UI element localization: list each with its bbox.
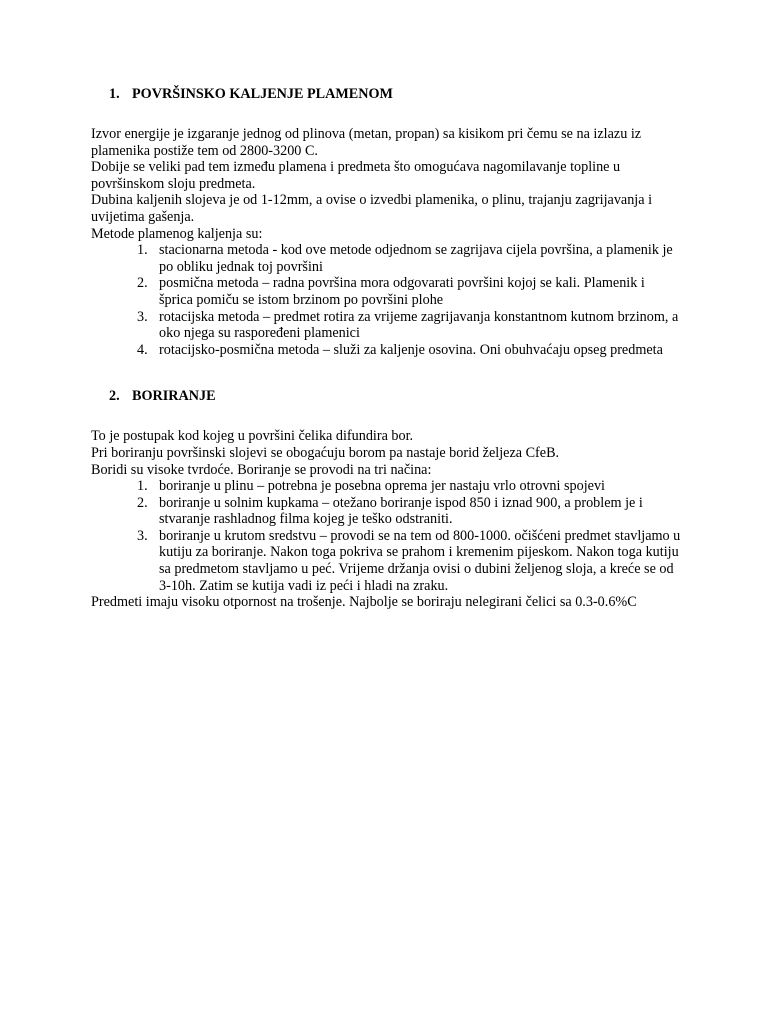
section-2-closing: Predmeti imaju visoku otpornost na trošenje. Najbolje se boriraju nelegirani čelici sa 0.3-0.6%C bbox=[91, 594, 637, 611]
section-2-paragraph: Boridi su visoke tvrdoće. Boriranje se provodi na tri načina: bbox=[91, 461, 432, 478]
list-item-number: 4. bbox=[137, 341, 148, 358]
document-content bbox=[91, 84, 681, 611]
list-item-number: 1. bbox=[137, 242, 148, 259]
list-item-text: posmična metoda – radna površina mora odgovarati površini kojoj se kali. Plamenik i šprica pomiču se istom brzinom po površini plohe bbox=[159, 275, 645, 308]
list-item bbox=[91, 528, 681, 594]
list-item-text: boriranje u krutom sredstvu – provodi se na tem od 800-1000. očišćeni predmet stavljamo u kutiju za boriranje. Nakon toga pokriva se prahom i kremenim pijeskom. Nakon toga kutiju sa predmetom stavljamo u peć. Vrijeme držanja ovisi o dubini željenog sloja, a kreće se od 3-10h. Zatim se kutija vadi iz peći i hladi na zraku. bbox=[159, 527, 681, 594]
list-item-number: 2. bbox=[137, 494, 148, 511]
list-item bbox=[91, 242, 681, 275]
list-item-text: boriranje u plinu – potrebna je posebna oprema jer nastaju vrlo otrovni spojevi bbox=[159, 478, 605, 495]
list-item bbox=[91, 275, 681, 308]
section-2-paragraph: Pri boriranju površinski slojevi se obogaćuju borom pa nastaje borid željeza CfeB. bbox=[91, 444, 560, 461]
list-item-number: 2. bbox=[137, 275, 148, 292]
section-2-list bbox=[91, 478, 681, 594]
section-2-paragraph: To je postupak kod kojeg u površini čelika difundira bor. bbox=[91, 428, 414, 445]
list-item bbox=[91, 478, 681, 495]
list-item bbox=[91, 309, 681, 342]
list-item-number: 1. bbox=[137, 478, 148, 495]
list-item-number: 3. bbox=[137, 527, 148, 544]
section-1-paragraph: Dubina kaljenih slojeva je od 1-12mm, a ovise o izvedbi plamenika, o plinu, trajanju zagrijavanja i uvijetima gašenja. bbox=[91, 192, 653, 225]
list-item-text: rotacijska metoda – predmet rotira za vrijeme zagrijavanja konstantnom kutnom brzinom, a oko njega su raspoređeni plamenici bbox=[159, 308, 679, 342]
section-1-paragraph: Izvor energije je izgaranje jednog od plinova (metan, propan) sa kisikom pri čemu se na izlazu iz plamenika postiže tem od 2800-3200 C. bbox=[91, 126, 642, 159]
section-1-heading bbox=[91, 84, 681, 104]
section-1-number: 1. bbox=[109, 86, 120, 102]
list-item bbox=[91, 342, 681, 359]
section-1-paragraph: Dobije se veliki pad tem između plamena i predmeta što omogućava nagomilavanje topline u površinskom sloju predmeta. bbox=[91, 159, 621, 192]
list-item-number: 3. bbox=[137, 308, 148, 325]
section-2-title: BORIRANJE bbox=[132, 388, 216, 405]
list-item bbox=[91, 495, 681, 528]
section-2-heading bbox=[91, 386, 681, 406]
list-item-text: boriranje u solnim kupkama – otežano boriranje ispod 850 i iznad 900, a problem je i stvaranje rashladnog filma kojeg je teško odstraniti. bbox=[159, 494, 643, 528]
section-2-number: 2. bbox=[109, 388, 120, 405]
list-item-text: stacionarna metoda - kod ove metode odjednom se zagrijava cijela površina, a plamenik je po obliku jednak toj površini bbox=[159, 242, 673, 275]
section-1-list bbox=[91, 242, 681, 358]
section-1-title: POVRŠINSKO KALJENJE PLAMENOM bbox=[132, 86, 393, 102]
section-1-paragraph: Metode plamenog kaljenja su: bbox=[91, 225, 263, 242]
list-item-text: rotacijsko-posmična metoda – služi za kaljenje osovina. Oni obuhvaćaju opseg predmeta bbox=[159, 341, 663, 358]
